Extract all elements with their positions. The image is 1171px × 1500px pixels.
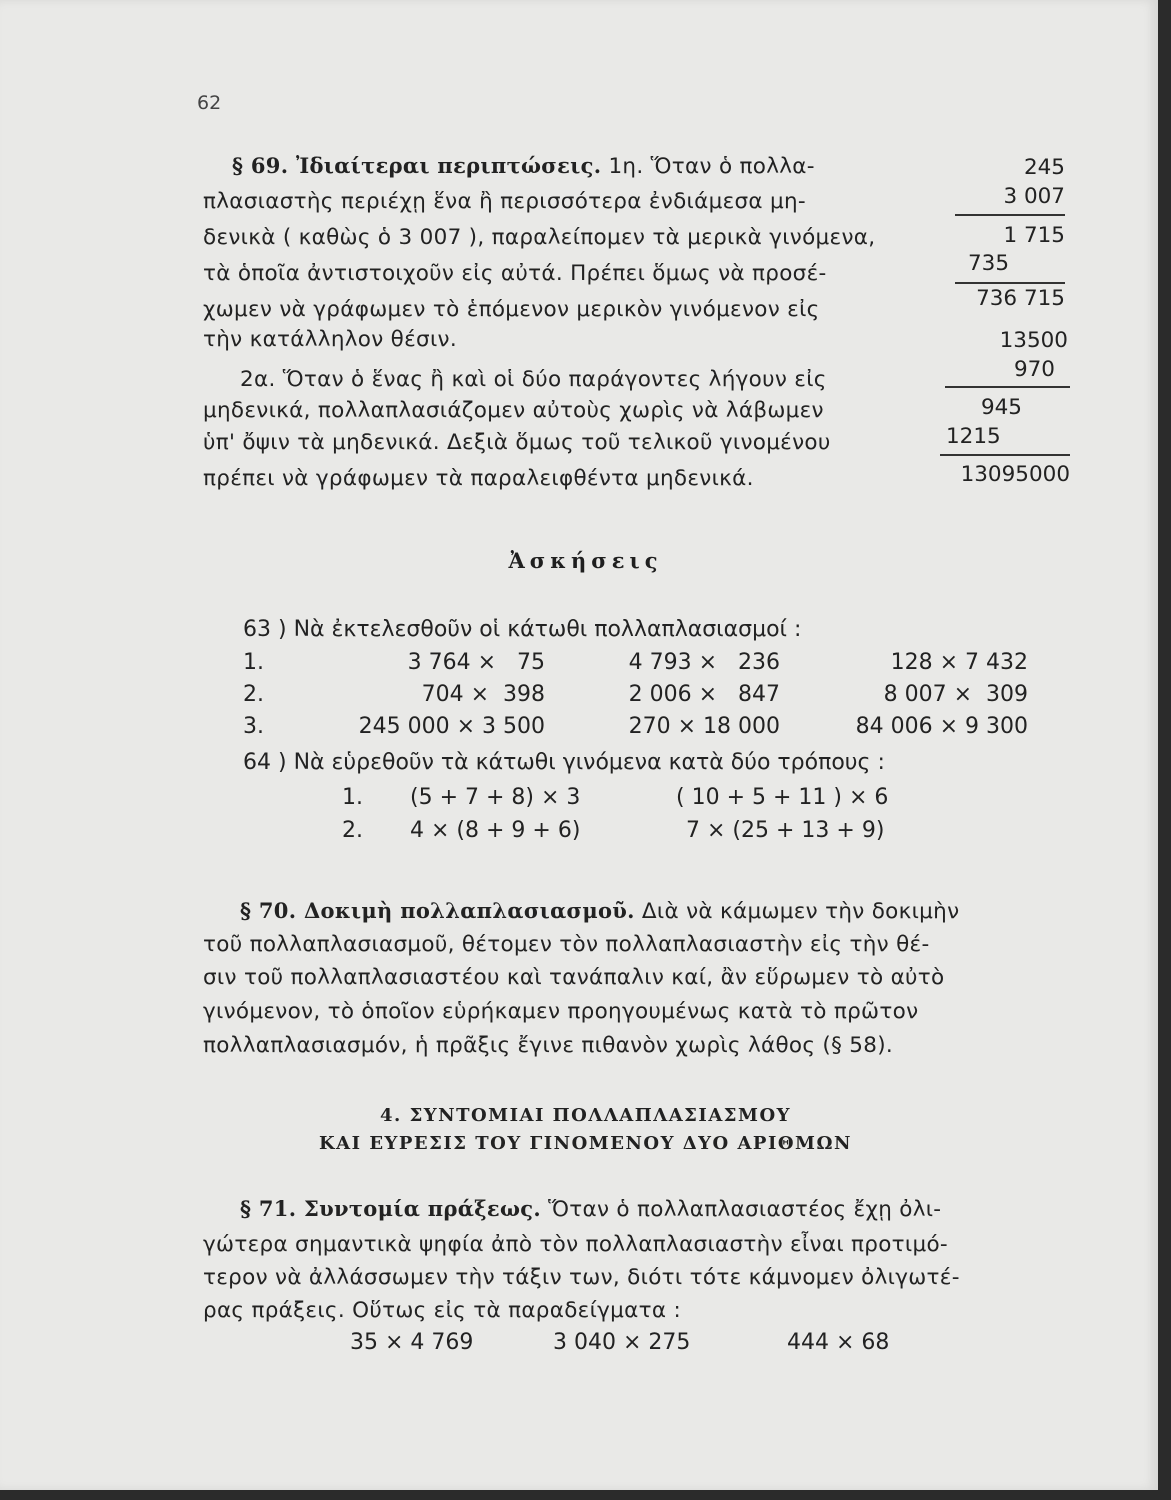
exercises-title: Ἀσκήσεις	[508, 548, 663, 573]
exercise-63-item: 4 793 × 236	[628, 650, 780, 675]
section-70-line: πολλαπλασιασμόν, ἡ πρᾶξις ἔγινε πιθανὸν χωρὶς λάθος (§ 58).	[203, 1033, 894, 1058]
exercise-63-item: 2 006 × 847	[628, 682, 780, 707]
calc2-factor2: 970	[1013, 357, 1055, 382]
section-70-line: σιν τοῦ πολλαπλασιαστέου καὶ τανάπαλιν καί, ἂν εὕρωμεν τὸ αὐτὸ	[203, 965, 945, 990]
calc2-partial2: 1215	[946, 424, 1001, 449]
calc1-result: 736 715	[976, 286, 1065, 311]
section-71-line: ρας πράξεις. Οὕτως εἰς τὰ παραδείγματα :	[203, 1298, 682, 1323]
exercise-63-item: 84 006 × 9 300	[855, 714, 1028, 739]
section-69-heading: § 69. Ἰδιαίτεραι περιπτώσεις.	[232, 153, 602, 178]
section-69-first-line	[232, 153, 815, 179]
section-69-line: ὑπ' ὄψιν τὰ μηδενικά. Δεξιὰ ὅμως τοῦ τελικοῦ γινομένου	[203, 430, 831, 455]
exercise-63-item: 270 × 18 000	[628, 714, 780, 739]
exercise-63-row-number: 3.	[243, 714, 264, 739]
section-71-heading: § 71. Συντομία πράξεως.	[240, 1196, 541, 1221]
section-71-example: 444 × 68	[787, 1330, 890, 1355]
section-70-heading: § 70. Δοκιμὴ πολλαπλασιασμοῦ.	[240, 898, 635, 923]
section-70-line: Διὰ νὰ κάμωμεν τὴν δοκιμὴν	[641, 899, 960, 924]
calc2-rule	[940, 454, 1070, 456]
exercise-64-item: 4 × (8 + 9 + 6)	[410, 818, 581, 843]
section-69-line: χωμεν νὰ γράφωμεν τὸ ἑπόμενον μερικὸν γινόμενον εἰς	[203, 297, 820, 322]
section-71-line: γώτερα σημαντικὰ ψηφία ἀπὸ τὸν πολλαπλασιαστὴν εἶναι προτιμό-	[203, 1232, 948, 1257]
exercise-63-item: 704 × 398	[421, 682, 545, 707]
calc2-result: 13095000	[960, 462, 1070, 487]
section-71-example: 35 × 4 769	[350, 1330, 474, 1355]
section-71-example: 3 040 × 275	[553, 1330, 691, 1355]
section-70-line: γινόμενον, τὸ ὁποῖον εὑρήκαμεν προηγουμένως κατὰ τὸ πρῶτον	[203, 999, 919, 1024]
calc1-rule	[955, 282, 1065, 284]
calc2-factor1: 13500	[999, 328, 1068, 353]
section-70-first-line	[240, 898, 959, 924]
exercise-63-row-number: 2.	[243, 682, 264, 707]
section-69-line: μηδενικά, πολλαπλασιάζομεν αὐτοὺς χωρὶς νὰ λάβωμεν	[203, 398, 824, 423]
page-number: 62	[197, 92, 222, 114]
calc1-partial1: 1 715	[1003, 223, 1065, 248]
exercise-64-row-number: 2.	[342, 818, 363, 843]
section-69-line: πλασιαστὴς περιέχῃ ἕνα ἢ περισσότερα ἐνδιάμεσα μη-	[203, 189, 806, 214]
exercise-63-item: 3 764 × 75	[407, 650, 545, 675]
exercise-63-row-number: 1.	[243, 650, 264, 675]
exercise-64-intro: 64 ) Νὰ εὑρεθοῦν τὰ κάτωθι γινόμενα κατὰ δύο τρόπους :	[243, 750, 885, 775]
exercise-63-item: 245 000 × 3 500	[358, 714, 545, 739]
section-70-line: τοῦ πολλαπλασιασμοῦ, θέτομεν τὸν πολλαπλασιαστὴν εἰς τὴν θέ-	[203, 932, 930, 957]
calc1-factor2: 3 007	[1003, 184, 1065, 209]
calc1-factor1: 245	[1023, 155, 1065, 180]
exercise-64-item: ( 10 + 5 + 11 ) × 6	[676, 785, 889, 810]
section-69-line: 2α. Ὅταν ὁ ἕνας ἢ καὶ οἱ δύο παράγοντες λήγουν εἰς	[240, 367, 827, 392]
section-69-line: 1η. Ὅταν ὁ πολλα-	[608, 154, 815, 179]
section-69-line: τὴν κατάλληλον θέσιν.	[203, 327, 457, 352]
section-71-first-line	[240, 1196, 941, 1222]
exercise-63-item: 128 × 7 432	[890, 650, 1028, 675]
chapter-heading-line1: 4. ΣΥΝΤΟΜΙΑΙ ΠΟΛΛΑΠΛΑΣΙΑΣΜΟΥ	[380, 1105, 791, 1126]
exercise-63-item: 8 007 × 309	[883, 682, 1028, 707]
exercise-64-row-number: 1.	[342, 785, 363, 810]
section-71-line: Ὅταν ὁ πολλαπλασιαστέος ἔχῃ ὀλι-	[548, 1197, 942, 1222]
exercise-63-intro: 63 ) Νὰ ἐκτελεσθοῦν οἱ κάτωθι πολλαπλασιασμοί :	[243, 617, 802, 642]
section-69-line: δενικὰ ( καθὼς ὁ 3 007 ), παραλείπομεν τὰ μερικὰ γινόμενα,	[203, 225, 876, 250]
calc1-partial2: 735	[968, 251, 1010, 276]
calc1-rule	[955, 214, 1065, 216]
chapter-heading-line2: ΚΑΙ ΕΥΡΕΣΙΣ ΤΟΥ ΓΙΝΟΜΕΝΟΥ ΔΥΟ ΑΡΙΘΜΩΝ	[319, 1133, 852, 1154]
section-69-line: τὰ ὁποῖα ἀντιστοιχοῦν εἰς αὐτά. Πρέπει ὅμως νὰ προσέ-	[203, 261, 827, 286]
calc2-rule	[945, 386, 1070, 388]
calc2-partial1: 945	[980, 395, 1022, 420]
exercise-64-item: 7 × (25 + 13 + 9)	[686, 818, 885, 843]
section-69-line: πρέπει νὰ γράφωμεν τὰ παραλειφθέντα μηδενικά.	[203, 466, 754, 491]
exercise-64-item: (5 + 7 + 8) × 3	[410, 785, 581, 810]
section-71-line: τερον νὰ ἀλλάσσωμεν τὴν τάξιν των, διότι τότε κάμνομεν ὀλιγωτέ-	[203, 1265, 960, 1290]
